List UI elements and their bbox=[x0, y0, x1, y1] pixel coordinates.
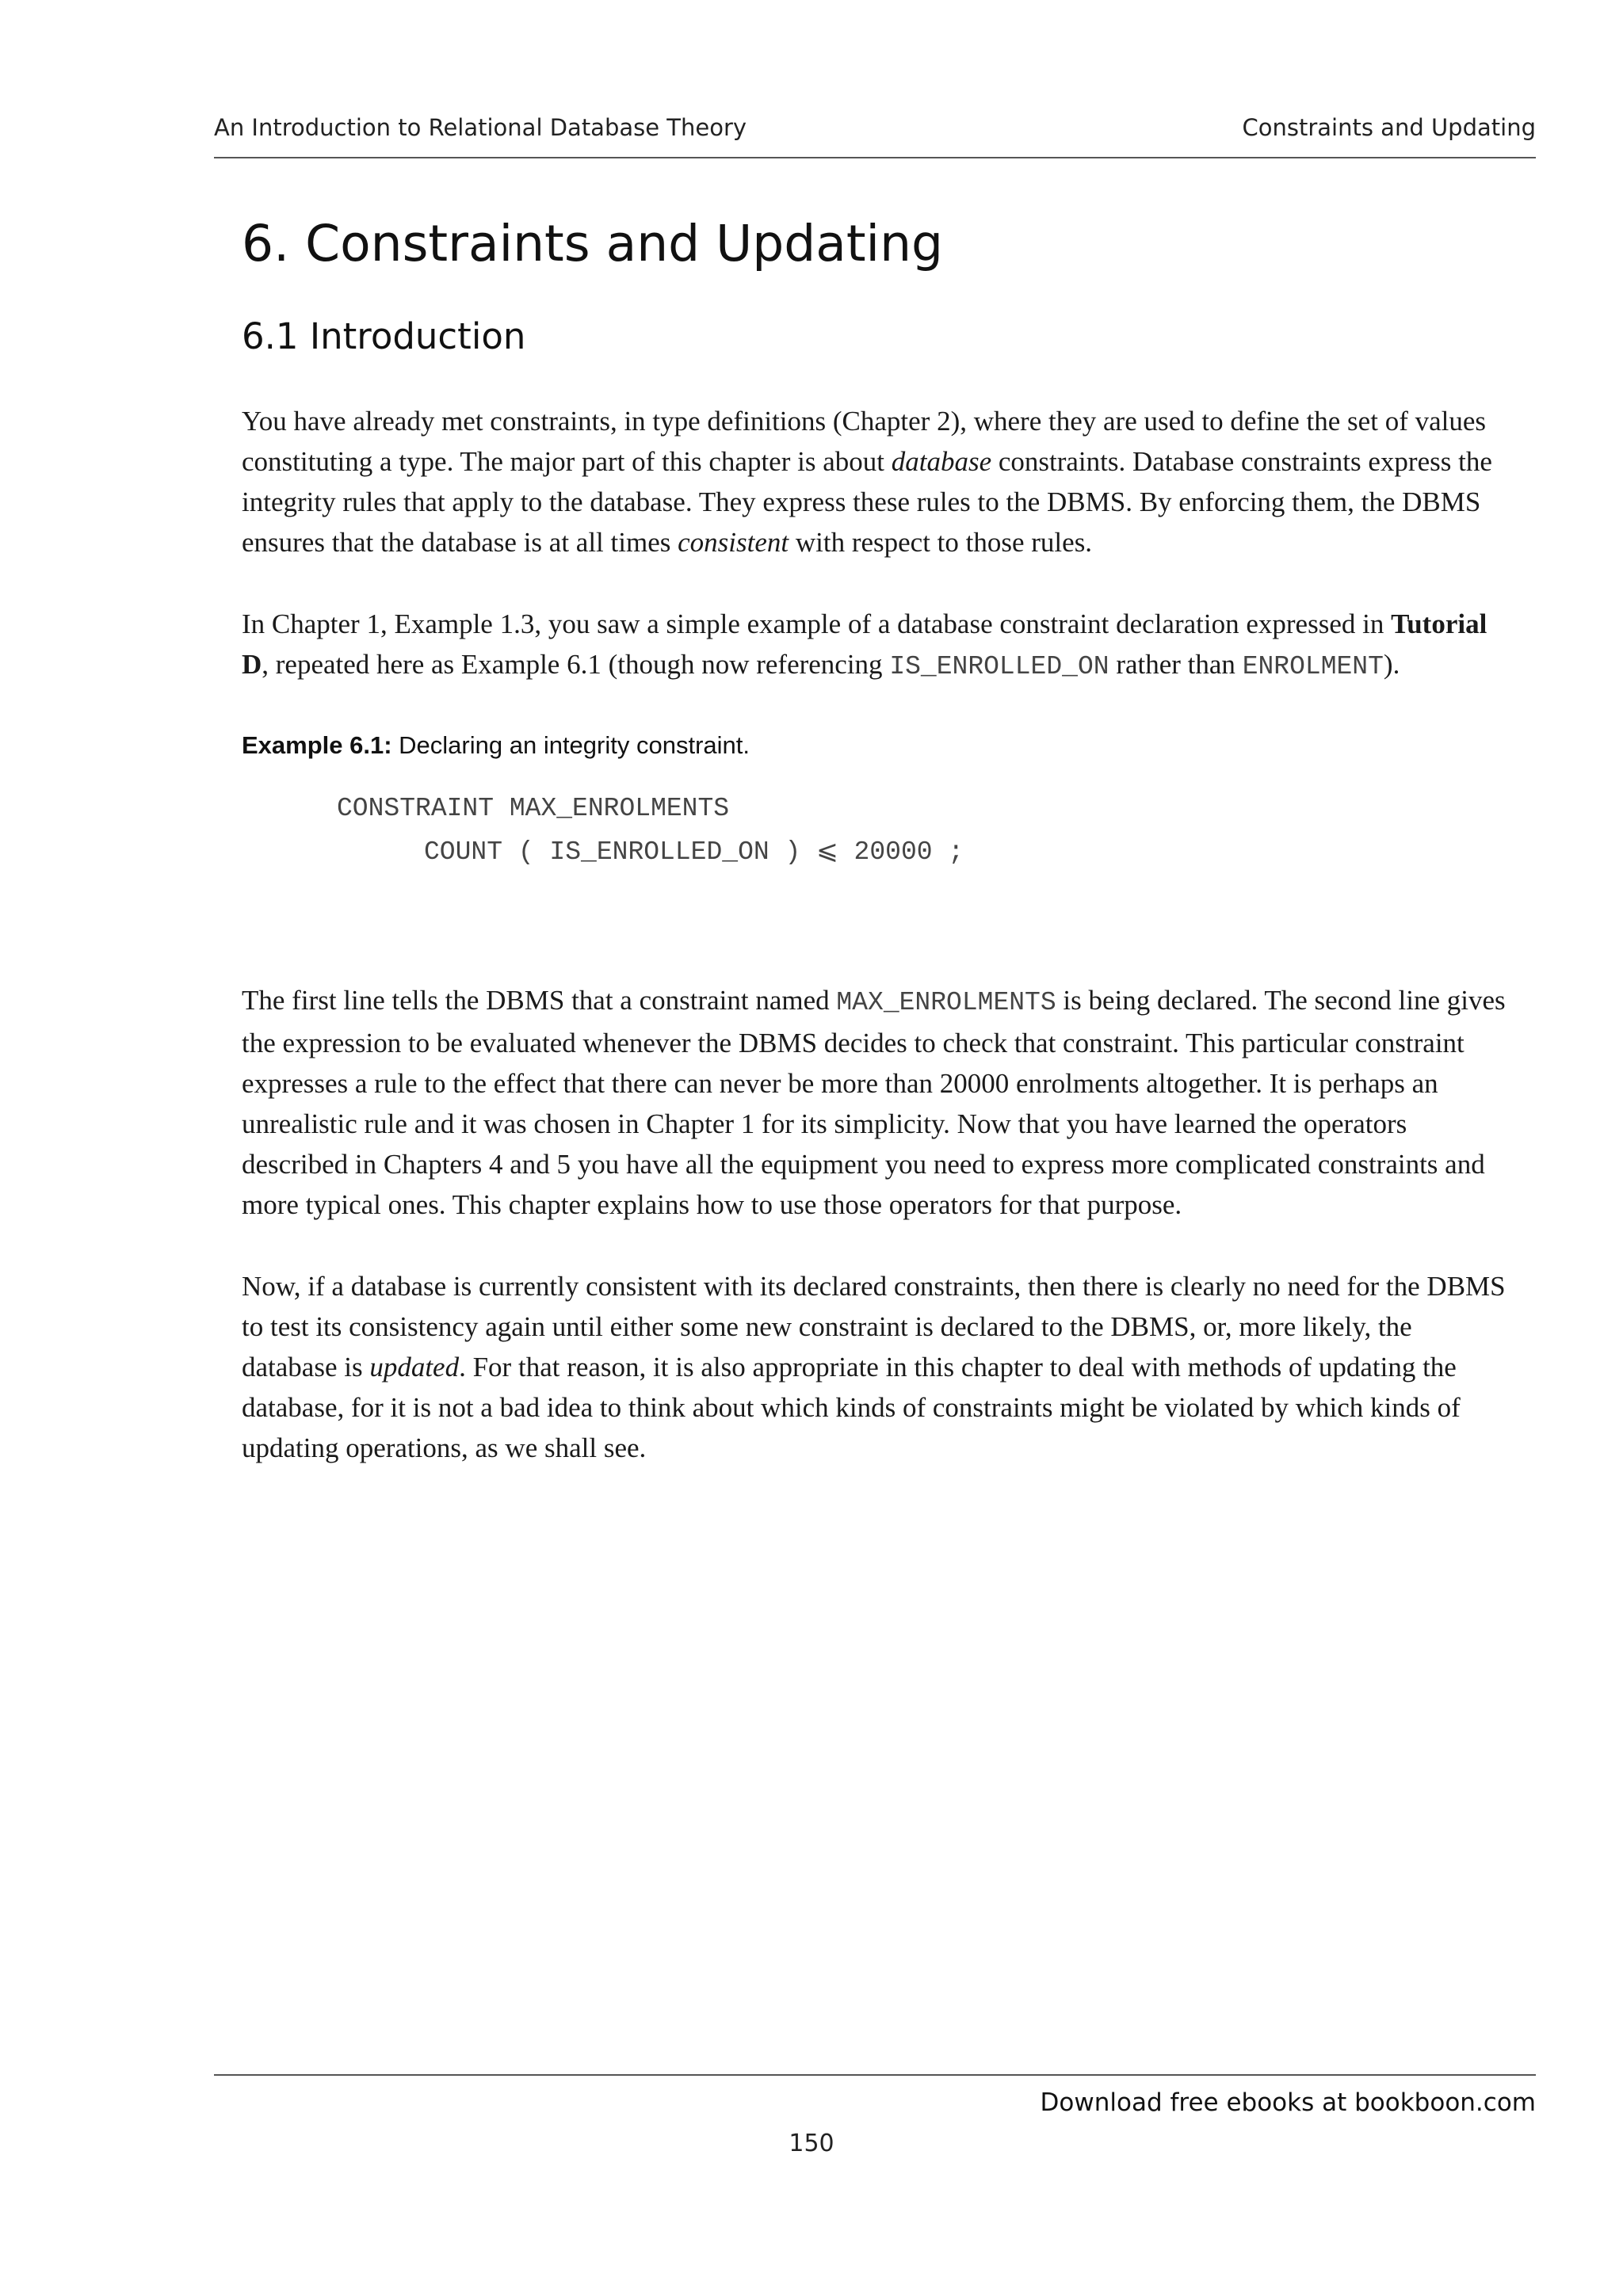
page-content bbox=[242, 214, 1510, 1468]
intro-paragraph-3: The first line tells the DBMS that a constraint named MAX_ENROLMENTS is being declared. The second line gives the expression to be evaluated whenever the DBMS decides to check that constraint. This particular constraint expresses a rule to the effect that there can never be more than 20000 enrolments altogether. It is perhaps an unrealistic rule and it was chosen in Chapter 1 for its simplicity. Now that you have learned the operators described in Chapters 4 and 5 you have all the equipment you need to express more complicated constraints and more typical ones. This chapter explains how to use those operators for that purpose. bbox=[242, 984, 1506, 1220]
code-example bbox=[337, 787, 1510, 874]
inline-code-max-enrolments: MAX_ENROLMENTS bbox=[836, 987, 1056, 1017]
inline-code-is-enrolled-on: IS_ENROLLED_ON bbox=[889, 651, 1109, 681]
code-line-2: COUNT ( IS_ENROLLED_ON ) ⩽ 20000 ; bbox=[424, 837, 964, 867]
emphasis-consistent: consistent bbox=[678, 526, 789, 558]
page-number: 150 bbox=[789, 2130, 834, 2157]
running-header-book-title: An Introduction to Relational Database Theory bbox=[214, 114, 747, 141]
example-label: Example 6.1: bbox=[242, 730, 392, 759]
example-caption-text: Declaring an integrity constraint. bbox=[391, 730, 750, 759]
chapter-heading: 6. Constraints and Updating bbox=[242, 215, 943, 273]
emphasis-database: database bbox=[891, 445, 992, 477]
page-header bbox=[214, 111, 1536, 158]
section-heading: 6.1 Introduction bbox=[242, 315, 526, 357]
emphasis-updated: updated bbox=[369, 1351, 460, 1383]
tutorial-d-name: Tutorial D bbox=[242, 608, 1487, 680]
example-caption bbox=[242, 728, 1510, 763]
footer-download-note: Download free ebooks at bookboon.com bbox=[1040, 2088, 1536, 2117]
inline-code-enrolment: ENROLMENT bbox=[1242, 651, 1384, 681]
intro-paragraph-2: In Chapter 1, Example 1.3, you saw a simple example of a database constraint declaration expressed in Tutorial D, repeated here as Example 6.1 (though now referencing IS_ENROLLED_ON rather than ENROLMENT). bbox=[242, 608, 1487, 681]
running-header-chapter-title: Constraints and Updating bbox=[1242, 114, 1536, 141]
intro-paragraph-4: Now, if a database is currently consistent with its declared constraints, then there is clearly no need for the DBMS to test its consistency again until either some new constraint is declared to the DBMS, or, more likely, the database is updated. For that reason, it is also appropriate in this chapter to deal with methods of updating the database, for it is not a bad idea to think about which kinds of constraints might be violated by which kinds of updating operations, as we shall see. bbox=[242, 1270, 1506, 1463]
intro-paragraph-1: You have already met constraints, in type definitions (Chapter 2), where they are used to define the set of values constituting a type. The major part of this chapter is about database constraints. Database constraints express the integrity rules that apply to the database. They express these rules to the DBMS. By enforcing them, the DBMS ensures that the database is at all times consistent with respect to those rules. bbox=[242, 405, 1492, 558]
code-line-1: CONSTRAINT MAX_ENROLMENTS bbox=[337, 793, 730, 823]
spacer bbox=[242, 874, 1510, 939]
page-footer bbox=[214, 2074, 1536, 2117]
